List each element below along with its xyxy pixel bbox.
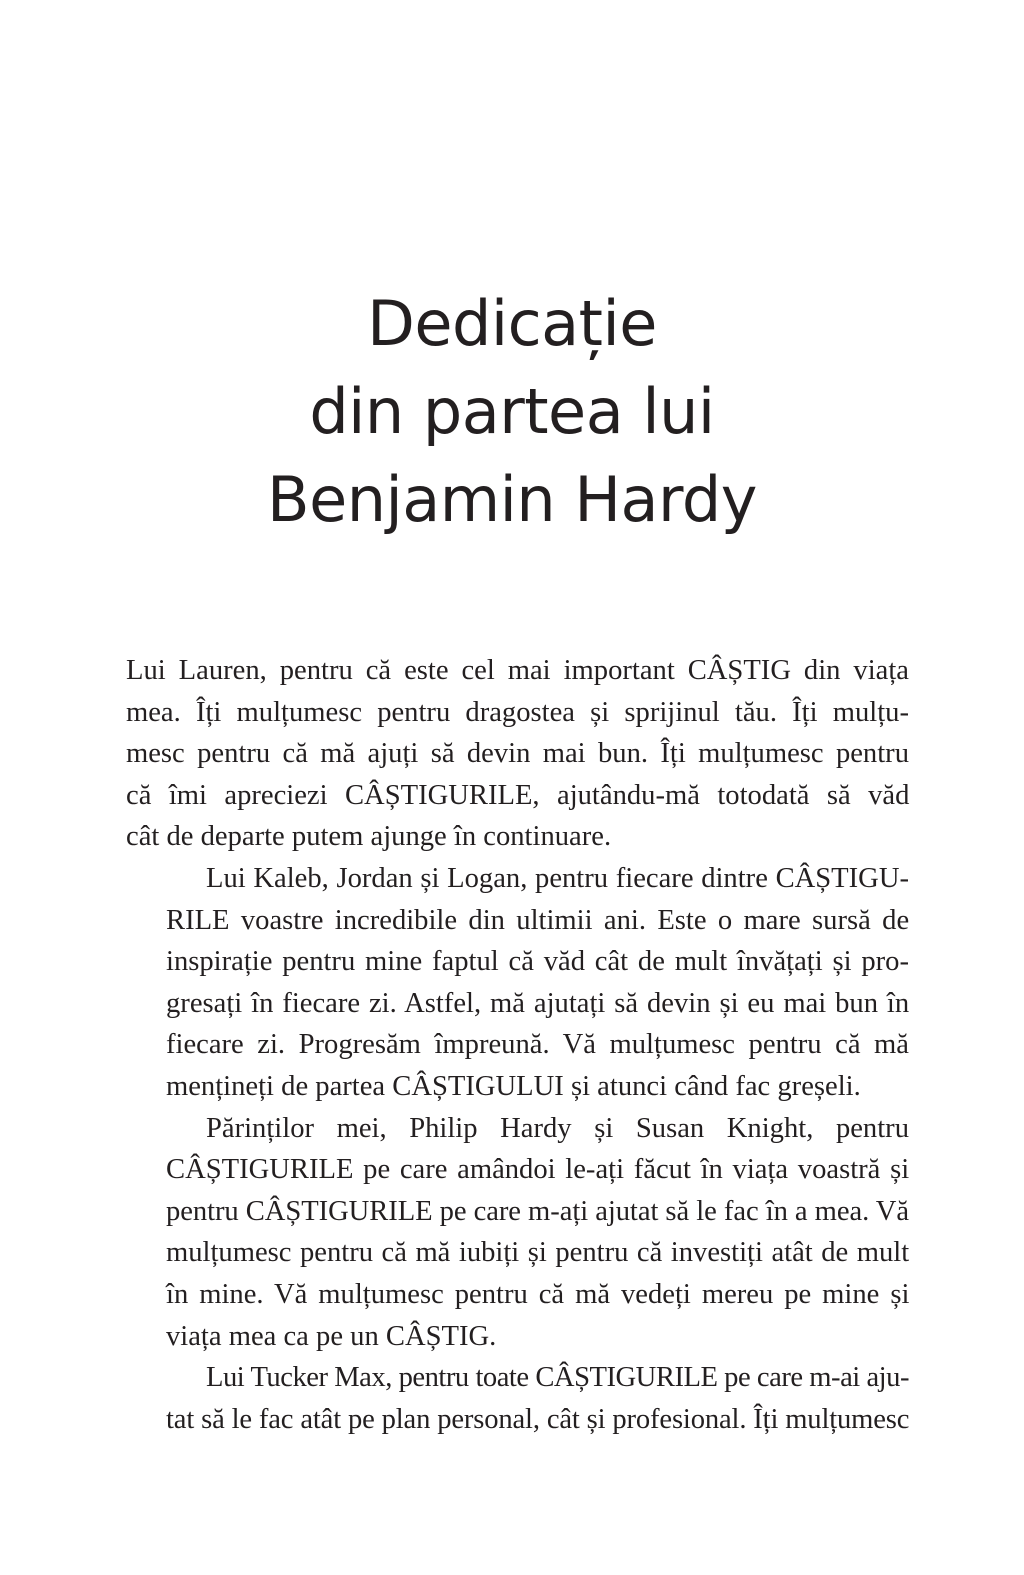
paragraph-lauren (126, 650, 909, 858)
dedication-text (126, 650, 909, 1440)
title-line-2: din partea lui (309, 375, 715, 448)
page-title (0, 280, 1024, 544)
text-line: că îmi apreciezi CÂȘTIGURILE, ajutându-mă totodată să văd (126, 779, 910, 811)
title-line-3: Benjamin Hardy (267, 463, 757, 536)
text-line: inspirație pentru mine faptul că văd cât de mult învățați și pro- (166, 946, 909, 978)
text-line: mulțumesc pentru că mă iubiți și pentru că investiți atât de mult (166, 1237, 910, 1269)
paragraph-tucker (126, 1357, 909, 1440)
title-line-1: Dedicație (367, 287, 657, 360)
text-line: CÂȘTIGURILE pe care amândoi le-ați făcut în viața voastră și (166, 1154, 910, 1186)
text-line: cât de departe putem ajunge în continuare. (126, 821, 612, 853)
text-line: Părinților mei, Philip Hardy și Susan Knight, pentru (206, 1112, 909, 1144)
text-line: mențineți de partea CÂȘTIGULUI și atunci când fac greșeli. (166, 1070, 861, 1102)
text-line: în mine. Vă mulțumesc pentru că mă vedeți mereu pe mine și (166, 1278, 910, 1310)
text-line: tat să le fac atât pe plan personal, cât și profesional. Îți mulțumesc (166, 1403, 910, 1435)
paragraph-parents (126, 1108, 909, 1358)
text-line: Lui Lauren, pentru că este cel mai important CÂȘTIG din viața (126, 655, 909, 686)
text-line: gresați în fiecare zi. Astfel, mă ajutați să devin și eu mai bun în (166, 987, 910, 1019)
text-line: pentru CÂȘTIGURILE pe care m-ați ajutat să le fac în a mea. Vă (166, 1195, 909, 1227)
text-line: mea. Îți mulțumesc pentru dragostea și sprijinul tău. Îți mulțu- (126, 696, 909, 728)
text-line: RILE voastre incredibile din ultimii ani. Este o mare sursă de (166, 904, 910, 936)
text-line: Lui Kaleb, Jordan și Logan, pentru fiecare dintre CÂȘTIGU- (206, 862, 909, 894)
paragraph-children (126, 858, 909, 1108)
text-line: mesc pentru că mă ajuți să devin mai bun. Îți mulțumesc pentru (126, 738, 909, 770)
text-line: Lui Tucker Max, pentru toate CÂȘTIGURILE pe care m-ai aju- (206, 1362, 909, 1394)
text-line: viața mea ca pe un CÂȘTIG. (166, 1320, 497, 1352)
text-line: fiecare zi. Progresăm împreună. Vă mulțumesc pentru că mă (166, 1029, 909, 1061)
